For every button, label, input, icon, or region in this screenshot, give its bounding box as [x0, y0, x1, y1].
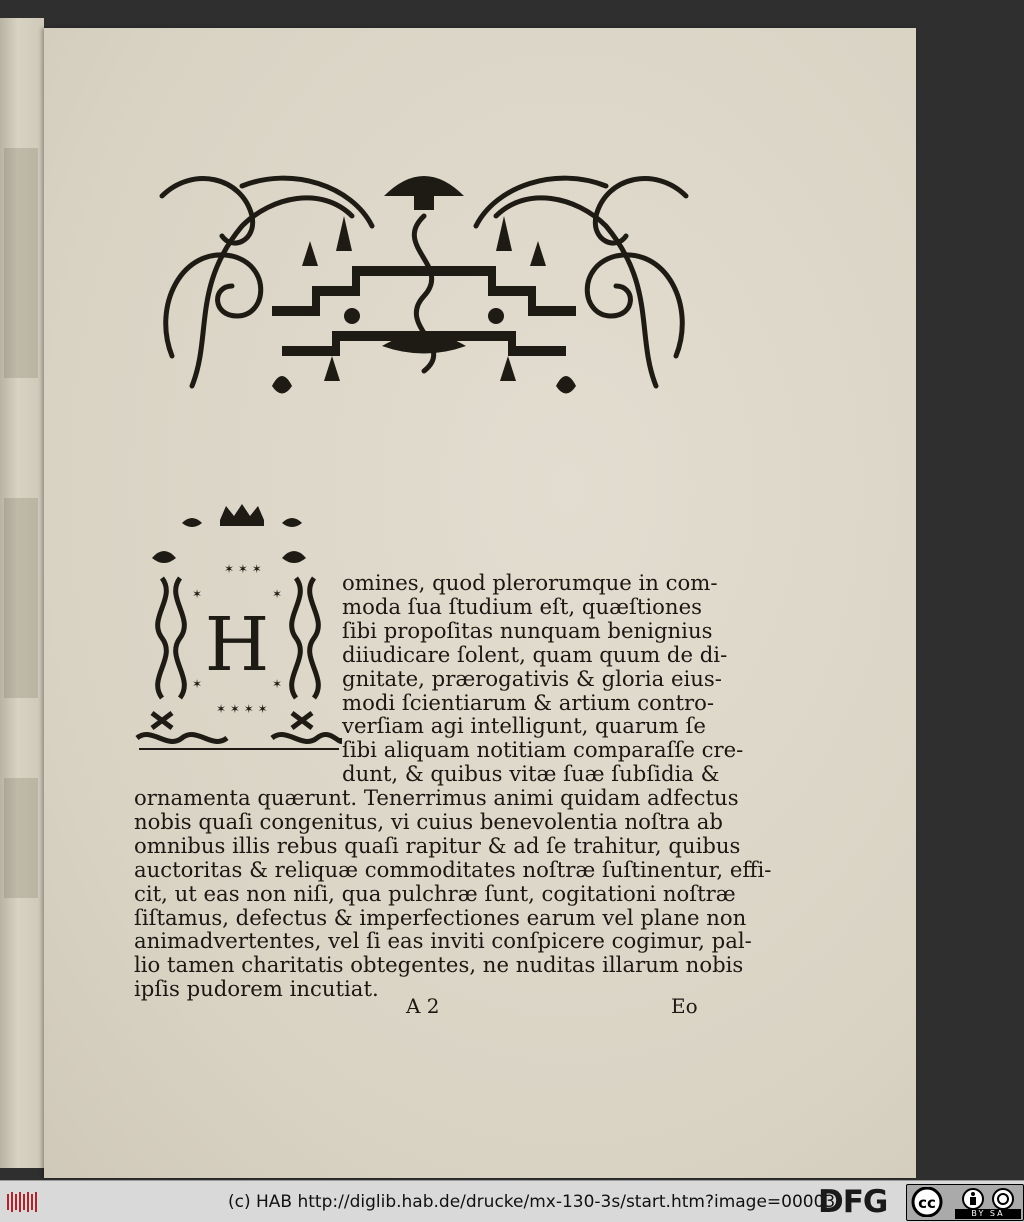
text-line: omines, quod plerorumque in com-	[342, 570, 718, 595]
text-line: ſibi aliquam notitiam comparaſſe cre-	[342, 737, 744, 763]
share-alike-icon	[993, 1189, 1013, 1209]
text-line: ipſis pudorem incutiat.	[134, 976, 379, 1002]
svg-text:✶: ✶	[192, 587, 203, 601]
svg-text:✶: ✶	[192, 677, 203, 691]
catchword: Eo	[671, 994, 698, 1018]
svg-text:✶ ✶ ✶ ✶: ✶ ✶ ✶ ✶	[216, 702, 268, 716]
narrow-text-column	[342, 570, 744, 787]
svg-text:cc: cc	[918, 1194, 936, 1212]
svg-text:✶ ✶ ✶: ✶ ✶ ✶	[224, 562, 262, 576]
text-line: lio tamen charitatis obtegentes, ne nuditas illarum nobis	[134, 952, 744, 978]
decorated-initial	[132, 498, 342, 760]
text-line: moda ſua ſtudium eſt, quæſtiones	[342, 593, 702, 619]
creative-commons-icon	[913, 1188, 941, 1216]
license-badge[interactable]	[906, 1184, 1024, 1221]
text-line: ſiſtamus, defectus & imperfectiones earum vel plane non	[134, 904, 747, 930]
text-line: modi ſcientiarum & artium contro-	[342, 689, 715, 715]
signature-mark: A 2	[406, 994, 440, 1018]
text-line: nobis quaſi congenitus, vi cuius benevolentia noſtra ab	[134, 808, 723, 834]
license-label: BY SA	[955, 1209, 1021, 1219]
text-line: omnibus illis rebus quaſi rapitur & ad ſe trahitur, quibus	[134, 832, 741, 858]
text-line: diiudicare ſolent, quam quum de di-	[342, 641, 728, 667]
ornamental-headpiece	[152, 156, 696, 408]
text-line: animadvertentes, vel ſi eas inviti conſpicere cogimur, pal-	[134, 928, 752, 954]
text-line: ſibi propoſitas nunquam benignius	[342, 617, 713, 643]
text-line: verſiam agi intelligunt, quarum ſe	[342, 713, 706, 739]
initial-letter: H	[204, 602, 270, 688]
initial-rule	[139, 748, 339, 750]
attribution-icon	[963, 1189, 983, 1209]
footer-bar	[0, 1180, 1024, 1222]
text-line: cit, ut eas non niſi, qua pulchræ ſunt, cogitationi noſtræ	[134, 880, 736, 906]
text-line: auctoritas & reliquæ commoditates noſtræ ſuſtinentur, effi-	[134, 856, 772, 882]
text-line: dunt, & quibus vitæ ſuæ ſubſidia &	[342, 761, 720, 787]
dfg-logo[interactable]: DFG	[818, 1184, 888, 1220]
svg-text:✶: ✶	[272, 587, 283, 601]
wide-text-column	[134, 785, 772, 1002]
copyright-link[interactable]: (c) HAB http://diglib.hab.de/drucke/mx-130-3s/start.htm?image=00003	[228, 1192, 836, 1212]
book-page	[44, 28, 916, 1178]
hab-logo-icon[interactable]	[6, 1190, 40, 1214]
text-line: gnitate, prærogativis & gloria eius-	[342, 665, 722, 691]
previous-page-edge	[0, 18, 44, 1168]
svg-text:✶: ✶	[272, 677, 283, 691]
text-line: ornamenta quærunt. Tenerrimus animi quidam adfectus	[134, 785, 739, 810]
